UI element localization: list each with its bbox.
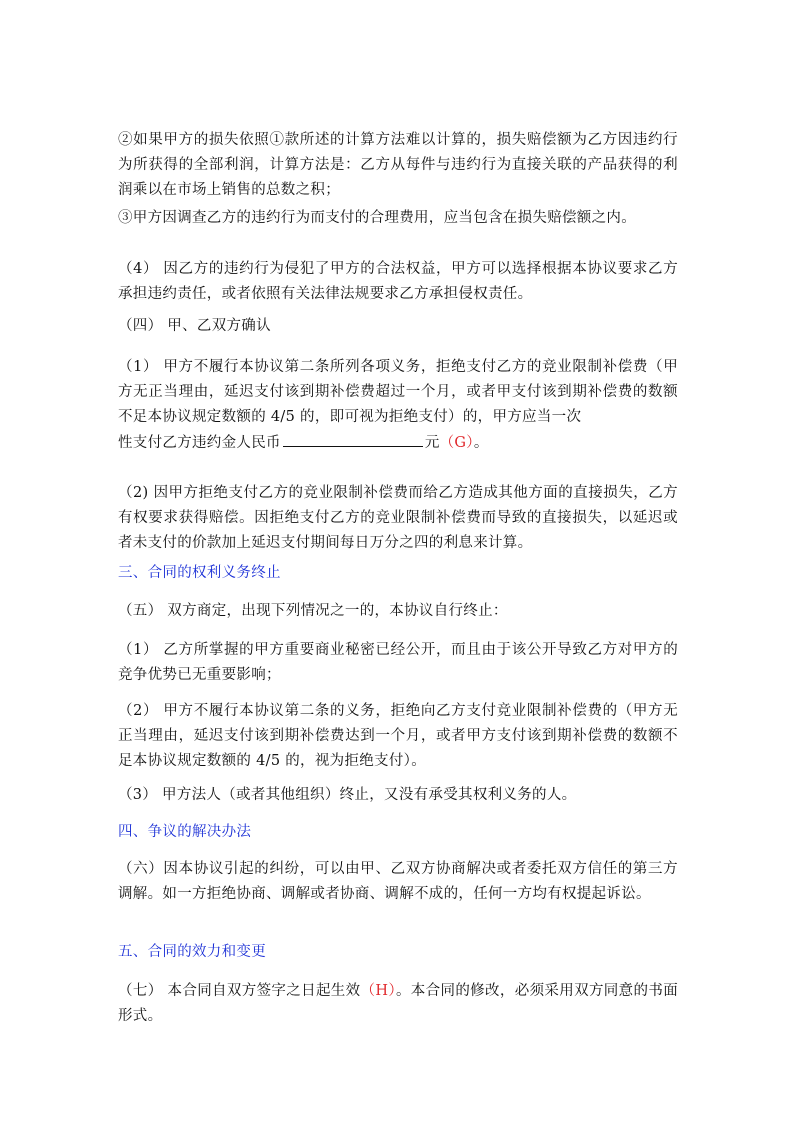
paragraph-investigation-costs: ③甲方因调查乙方的违约行为而支付的合理费用，应当包含在损失赔偿额之内。 (118, 210, 636, 226)
heading-dispute: 四、争议的解决办法 (118, 824, 252, 840)
effective-text: （七） 本合同自双方签字之日起生效 (118, 983, 361, 999)
marker-g: （G） (439, 435, 474, 451)
heading-termination: 三、合同的权利义务终止 (118, 565, 281, 581)
paragraph-legal-person-termination: （3） 甲方法人（或者其他组织）终止，又没有承受其权利义务的人。 (118, 787, 577, 803)
modification-text: 。本合同的修改，必须采用双方同意的书面形式。 (118, 983, 678, 1024)
penalty-text: 性支付乙方违约金人民币 (118, 435, 281, 451)
paragraph-non-payment: （1） 甲方不履行本协议第二条所列各项义务，拒绝支付乙方的竞业限制补偿费（甲方无正当理由，延迟支付该到期补偿费超过一个月，或者甲支付该到期补偿费的数额不足本协议规定数额的 4/5 的，即可视为拒绝支付）的，甲方应当一次 (118, 359, 678, 425)
paragraph-infringement: （4） 因乙方的违约行为侵犯了甲方的合法权益，甲方可以选择根据本协议要求乙方承担违约责任，或者依照有关法律法规要求乙方承担侵权责任。 (118, 261, 678, 302)
paragraph-termination-conditions: （五） 双方商定，出现下列情况之一的，本协议自行终止： (118, 603, 508, 619)
paragraph-loss-calculation: ②如果甲方的损失依照①款所述的计算方法难以计算的，损失赔偿额为乙方因违约行为所获得的全部利润，计算方法是：乙方从每件与违约行为直接关联的产品获得的利润乘以在市场上销售的总数之积； (118, 132, 678, 198)
period: 。 (473, 435, 489, 451)
paragraph-effective-date (118, 979, 678, 1029)
heading-validity: 五、合同的效力和变更 (118, 944, 266, 960)
section-confirmation: （四） 甲、乙双方确认 (118, 318, 271, 334)
paragraph-trade-secret: （1） 乙方所掌握的甲方重要商业秘密已经公开，而且由于该公开导致乙方对甲方的竞争优势已无重要影响； (118, 642, 678, 683)
currency-unit: 元 (424, 435, 440, 451)
paragraph-direct-losses: （2) 因甲方拒绝支付乙方的竞业限制补偿费而给乙方造成其他方面的直接损失，乙方有权要求获得赔偿。因拒绝支付乙方的竞业限制补偿费而导致的直接损失，以延迟或者未支付的价款加上延迟支付期间每日万分之四的利息来计算。 (118, 485, 678, 551)
paragraph-dispute-resolution: （六）因本协议引起的纠纷，可以由甲、乙双方协商解决或者委托双方信任的第三方调解。如一方拒绝协商、调解或者协商、调解不成的，任何一方均有权提起诉讼。 (118, 861, 678, 902)
amount-blank (283, 430, 423, 447)
marker-h: （H） (360, 983, 396, 999)
paragraph-refusal-payment: （2） 甲方不履行本协议第二条的义务，拒绝向乙方支付竞业限制补偿费的（甲方无正当理由，延迟支付该到期补偿费达到一个月，或者甲方支付该到期补偿费的数额不足本协议规定数额的 4/5 的，视为拒绝支付）。 (118, 703, 678, 769)
paragraph-penalty-amount (118, 430, 678, 456)
